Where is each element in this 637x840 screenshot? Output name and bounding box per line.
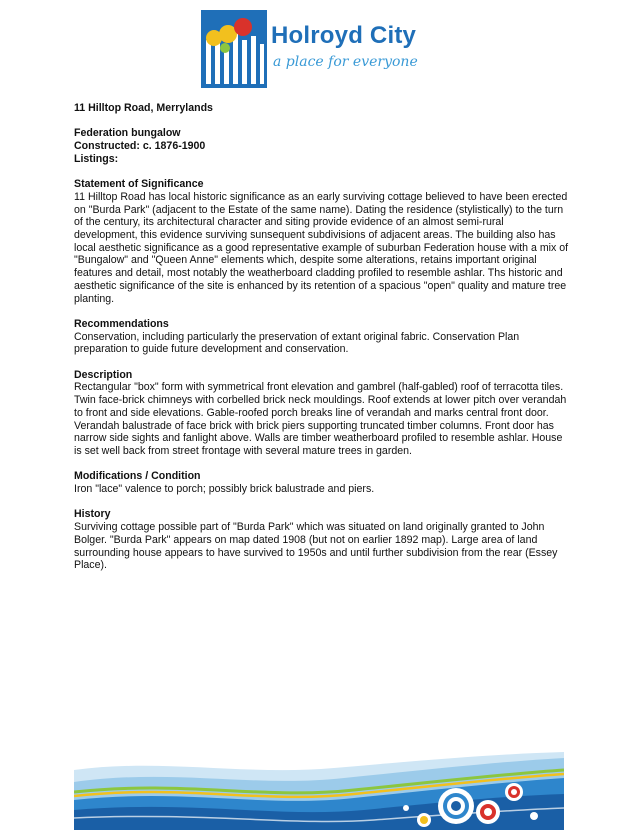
logo-name: Holroyd City bbox=[271, 22, 417, 49]
significance-heading: Statement of Significance bbox=[74, 178, 204, 191]
modifications-heading: Modifications / Condition bbox=[74, 470, 201, 483]
holroyd-city-logo bbox=[201, 10, 441, 88]
modifications-text: Iron "lace" valence to porch; possibly brick balustrade and piers. bbox=[74, 483, 375, 496]
logo-tagline: a place for everyone bbox=[273, 54, 418, 70]
wave-decoration-icon bbox=[74, 748, 564, 830]
property-type: Federation bungalow bbox=[74, 127, 181, 140]
footer-wave-banner bbox=[74, 748, 564, 830]
logo-mark-icon bbox=[201, 10, 267, 88]
description-text: Rectangular "box" form with symmetrical front elevation and gambrel (half-gabled) roof of terracotta tiles. Twin face-brick chimneys with corbelled brick neck mouldings. Roof extends at lower pitch over verandah to front and side elevations. Gable-roofed porch breaks line of verandah and marks central front door. Verandah balustrade of face brick with brick piers supporting truncated timber columns. Front door has narrow side sights and fanlight above. Walls are timber weatherboard profiled to resemble ashlar. House is set well back from street frontage with several mature trees in garden. bbox=[74, 381, 567, 457]
document-body bbox=[74, 102, 569, 572]
property-constructed: Constructed: c. 1876-1900 bbox=[74, 140, 206, 153]
history-text: Surviving cottage possible part of "Burda Park" which was situated on land originally granted to John Bolger. "Burda Park" appears on map dated 1908 (but not on earlier 1892 map). Large area of land surrounding house appears to have survived to 1950s and until further subdivision from the rear (Essey Place). bbox=[74, 521, 558, 572]
property-address: 11 Hilltop Road, Merrylands bbox=[74, 102, 213, 114]
recommendations-text: Conservation, including particularly the preservation of extant original fabric. Conservation Plan preparation to guide future development and conservation. bbox=[74, 330, 520, 356]
recommendations-heading: Recommendations bbox=[74, 317, 169, 330]
property-listings: Listings: bbox=[74, 152, 119, 165]
description-heading: Description bbox=[74, 368, 133, 381]
history-heading: History bbox=[74, 508, 111, 521]
significance-text: 11 Hilltop Road has local historic significance as an early surviving cottage believed to have been erected on "Burda Park" (adjacent to the Estate of the same name). Dating the residence (stylistically) to the turn of the century, its architectural character and siting provide evidence of an almost semi-rural development, this evidence surviving sunsequent subdivisions of adjacent areas. The building also has local aesthetic significance as a good representative example of suburban Federation house with a mix of "Bungalow" and "Queen Anne" elements which, despite some alterations, retains important original features and detail, most notably the weatherboard cladding profiled to resemble ashlar. Ths historic and aesthetic significance of the site is enhanced by its retention of a spacious "open" quality and mature tree planting. bbox=[74, 190, 569, 305]
